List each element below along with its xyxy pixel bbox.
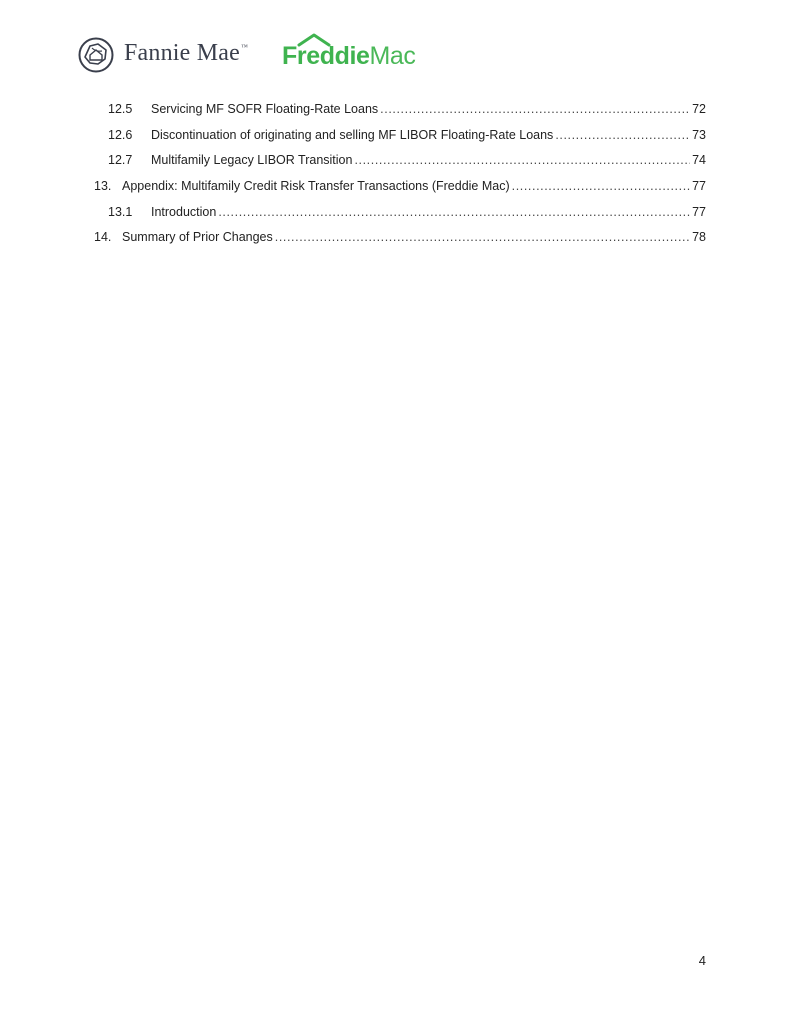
toc-entry-title[interactable]: Discontinuation of originating and selling MF LIBOR Floating-Rate Loans (151, 127, 554, 142)
toc-entry[interactable] (94, 148, 706, 174)
toc-dot-leader (275, 225, 690, 251)
toc-entry-title[interactable]: Summary of Prior Changes (122, 230, 273, 245)
toc-entry-page[interactable]: 72 (692, 102, 706, 116)
freddie-mac-logo (282, 33, 422, 73)
toc-entry-number: 12.6 (108, 127, 133, 142)
toc-entry-number: 12.5 (108, 102, 133, 116)
toc-entry[interactable] (94, 97, 706, 123)
toc-entry-title[interactable]: Multifamily Legacy LIBOR Transition (151, 153, 353, 168)
toc-dot-leader (380, 97, 690, 123)
toc-dot-leader (218, 200, 690, 226)
table-of-contents (94, 97, 706, 251)
fannie-mae-logo-icon (78, 37, 114, 73)
toc-entry-number: 13.1 (108, 204, 133, 219)
toc-dot-leader (512, 174, 690, 200)
toc-entry-page[interactable]: 77 (692, 179, 706, 194)
toc-entry[interactable] (94, 174, 706, 200)
fannie-mae-wordmark: Fannie Mae™ (124, 40, 249, 66)
toc-entry-page[interactable]: 74 (692, 153, 706, 168)
toc-entry-number: 13. (94, 179, 112, 194)
toc-entry[interactable] (94, 225, 706, 251)
toc-entry-title[interactable]: Servicing MF SOFR Floating-Rate Loans (151, 102, 379, 116)
page-number: 4 (698, 953, 706, 968)
toc-entry[interactable] (94, 123, 706, 149)
freddie-mac-wordmark: FreddieMac (282, 42, 416, 70)
toc-entry-page[interactable]: 78 (692, 230, 706, 245)
toc-dot-leader (354, 148, 690, 174)
toc-entry-page[interactable]: 77 (692, 204, 706, 219)
toc-entry-number: 14. (94, 230, 112, 245)
toc-entry-number: 12.7 (108, 153, 133, 168)
page-header (78, 33, 478, 79)
toc-dot-leader (555, 123, 690, 149)
toc-entry-title[interactable]: Appendix: Multifamily Credit Risk Transfer Transactions (Freddie Mac) (122, 179, 510, 194)
toc-entry-page[interactable]: 73 (692, 127, 706, 142)
toc-entry-title[interactable]: Introduction (151, 204, 217, 219)
toc-entry[interactable] (94, 200, 706, 226)
